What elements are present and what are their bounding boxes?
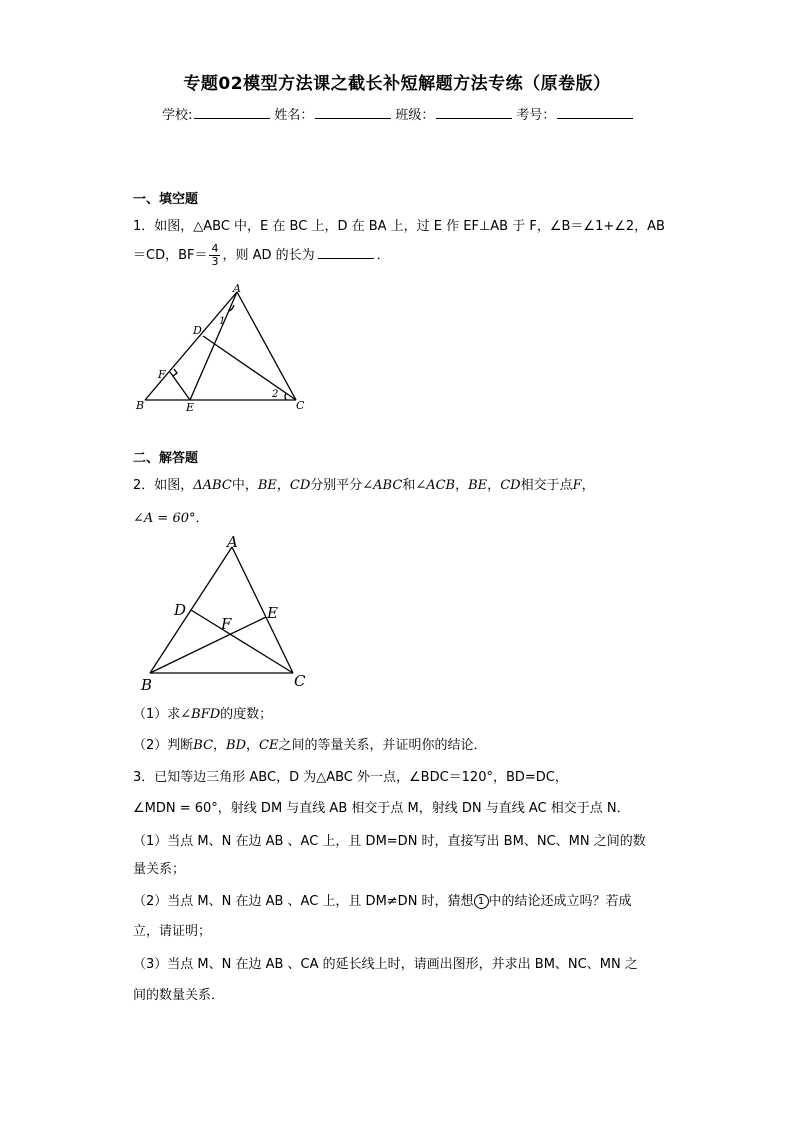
q2-be: BE [257,478,277,493]
q1-text-a: ＝CD，BF＝ [133,248,208,263]
school-label: 学校: [162,108,193,123]
q3-sub2-a: （2）当点 M、N 在边 AB 、AC 上，且 DM≠DN 时，猜想 [133,894,474,909]
q2-text-o: 相交于点 [520,478,573,493]
q2-period: ． [195,511,209,526]
fig1-side-ab [145,292,237,400]
q2-sub2-bd: BD [226,738,247,753]
q3-line2: ∠MDN = 60°，射线 DM 与直线 AB 相交于点 M，射线 DN 与直线 AC 相交于点 N． [133,801,630,816]
fig2-label-f: F [221,615,232,633]
q2-comma2: ， [455,478,469,493]
q3-sub1-line1: （1）当点 M、N 在边 AB 、AC 上，且 DM=DN 时，直接写出 BM、NC、MN 之间的数 [133,834,646,849]
q2-text-g: 分别平分 [310,478,363,493]
q3-sub3-line2: 间的数量关系． [133,988,225,1003]
q3-sub2-line2: 立，请证明； [133,924,212,939]
q2-text-a: 2．如图， [133,478,194,493]
fig1-label-b: B [136,399,145,412]
q2-sub2-ce: CE [259,738,279,753]
fig2-label-a: A [227,533,238,551]
q2-sub2 [133,734,487,753]
q3-sub2-line1 [133,890,632,909]
q2-sub2-g: 之间的等量关系，并证明你的结论． [278,738,487,753]
q1-text-b: ，则 AD 的长为 [222,248,315,263]
name-label: 姓名： [274,108,314,123]
fig1-right-angle-mark [173,369,177,376]
fig2-label-b: B [141,676,153,694]
q2-line1 [133,474,595,493]
fig2-label-e: E [267,604,278,622]
fig2-label-c: C [294,672,306,690]
q2-sub2-bc: BC [193,738,214,753]
class-label: 班级： [395,108,435,123]
q3-sub3-line1: （3）当点 M、N 在边 AB 、CA 的延长线上时，请画出图形，并求出 BM、NC、MN 之 [133,957,638,972]
page-title: 专题02模型方法课之截长补短解题方法专练（原卷版） [183,74,611,94]
student-info-row [162,104,637,123]
fig1-segment-ae [190,292,237,400]
fig1-label-a: A [233,282,241,295]
q3-sub1-line2: 量关系； [133,862,186,877]
fig1-label-c: C [296,399,305,412]
q2-text-c: 中， [231,478,258,493]
name-blank[interactable] [315,106,391,119]
circled-number-1: 1 [474,894,489,909]
q1-line2 [133,243,390,268]
q2-angle-acb: ∠ACB [415,478,456,493]
q1-frac-den: 3 [211,255,219,268]
q2-angle-a: ∠A = 60° [133,511,196,526]
q2-cd: CD [289,478,311,493]
q2-triangle: ΔABC [193,478,232,493]
number-label: 考号： [516,108,556,123]
q2-comma3: ， [487,478,501,493]
class-blank[interactable] [436,106,512,119]
fig1-side-ac [237,292,296,400]
q2-sub1 [133,703,272,722]
fig1-segment-dc [203,336,296,400]
figure-1 [130,280,320,415]
section-heading-solve: 二、解答题 [133,451,199,466]
q2-cd2: CD [500,478,521,493]
q2-comma4: ， [581,478,595,493]
q2-sub2-a: （2）判断 [133,738,194,753]
fig1-angle2-arc [285,393,286,400]
q2-comma1: ， [276,478,290,493]
fig1-label-d: D [193,324,202,337]
q2-sub1-a: （1）求 [133,707,181,722]
q1-text-c: ． [376,248,390,263]
q2-angle-abc: ∠ABC [362,478,403,493]
fig2-label-d: D [174,601,187,619]
q2-be2: BE [468,478,488,493]
q1-fraction [209,243,220,268]
section-heading-fill-in: 一、填空题 [133,192,199,207]
q2-sub1-c: 的度数； [220,707,273,722]
figure-2 [135,530,325,695]
q3-sub2-b: 中的结论还成立吗？若成 [488,894,632,909]
school-blank[interactable] [194,106,270,119]
q2-text-i: 和 [402,478,416,493]
number-blank[interactable] [557,106,633,119]
fig1-label-2: 2 [272,389,279,400]
q1-frac-num: 4 [211,242,219,255]
fig1-label-e: E [186,401,195,414]
fig1-segment-ef [170,372,190,400]
fig1-label-1: 1 [219,316,226,327]
q2-line2 [133,507,209,526]
q2-point-f: F [572,478,582,493]
q1-answer-blank[interactable] [318,246,374,259]
fig1-label-f: F [158,368,166,381]
q3-line1: 3．已知等边三角形 ABC，D 为△ABC 外一点，∠BDC＝120°，BD=DC， [133,770,568,785]
q2-sub1-angle: ∠BFD [180,707,221,722]
q2-sub2-comma1: ， [213,738,227,753]
q1-line1: 1．如图，△ABC 中，E 在 BC 上，D 在 BA 上，过 E 作 EF⊥AB 于 F，∠B＝∠1+∠2，AB [133,219,665,234]
q2-sub2-comma2: ， [246,738,260,753]
